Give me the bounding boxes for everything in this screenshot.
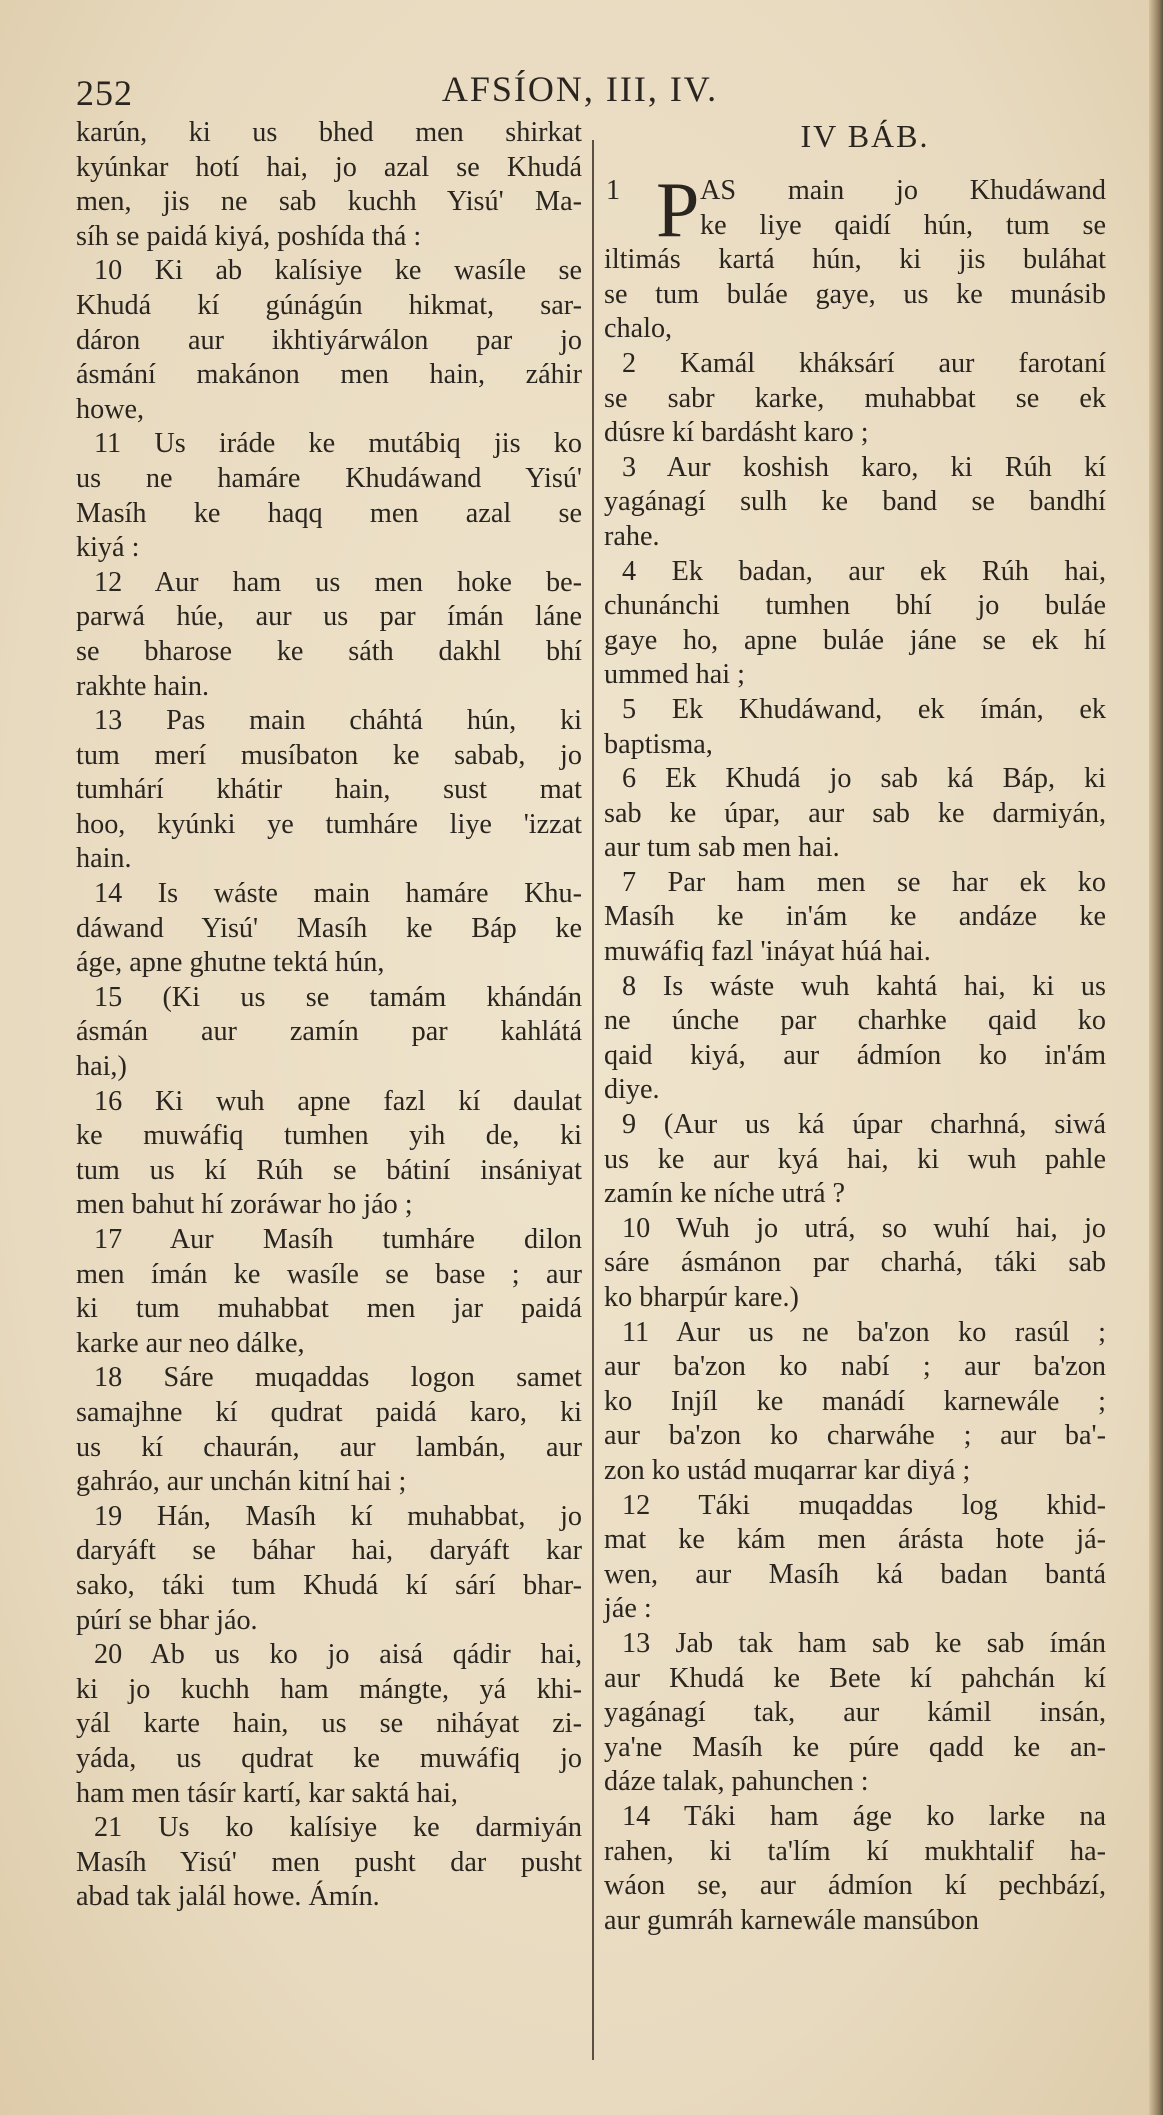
text-line: samajhne kí qudrat paidá karo, ki (76, 1396, 582, 1428)
text-line: ke liye qaidí hún, tum se (700, 209, 1106, 241)
text-line: jáe : (604, 1593, 652, 1625)
text-line: iltimás kartá hún, ki jis buláhat (604, 244, 1106, 276)
text-line: zon ko ustád muqarrar kar diyá ; (604, 1454, 971, 1486)
text-line: ne únche par charhke qaid ko (604, 1005, 1106, 1037)
text-line: dáron aur ikhtiyárwálon par jo (76, 324, 582, 356)
text-line: chunánchi tumhen bhí jo buláe (604, 590, 1106, 622)
text-line: wáon se, aur ádmíon kí pechbází, (604, 1870, 1106, 1902)
text-line: tumhárí khátir hain, sust mat (76, 774, 582, 806)
text-line: gaye ho, apne buláe jáne se ek hí (604, 624, 1106, 656)
right-column (604, 116, 1106, 1938)
text-line: sáre ásmánon par charhá, táki sab (604, 1247, 1106, 1279)
text-line: chalo, (604, 313, 673, 345)
text-line: ki tum muhabbat men jar paidá (76, 1293, 582, 1325)
text-line: 17 Aur Masíh tumháre dilon (94, 1224, 582, 1255)
text-line: 4 Ek badan, aur ek Rúh hai, (622, 555, 1106, 587)
text-line: 5 Ek Khudáwand, ek ímán, ek (622, 693, 1106, 725)
chapter-heading: IV BÁB. (800, 118, 930, 154)
text-line: karún, ki us bhed men shirkat (76, 117, 582, 148)
text-line: men ímán ke wasíle se base ; aur (76, 1258, 582, 1290)
text-line: 6 Ek Khudá jo sab ká Báp, ki (622, 763, 1106, 795)
text-line: 9 (Aur us ká úpar charhná, siwá (622, 1109, 1106, 1141)
text-line: 12 Aur ham us men hoke be- (94, 566, 582, 598)
verse-one-opening (604, 166, 1106, 253)
text-line: 3 Aur koshish karo, ki Rúh kí (622, 451, 1106, 483)
text-line: hoo, kyúnki ye tumháre liye 'izzat (76, 808, 582, 840)
text-line: 8 Is wáste wuh kahtá hai, ki us (622, 970, 1106, 1002)
text-line: 10 Wuh jo utrá, so wuhí hai, jo (622, 1212, 1106, 1244)
text-line: hain. (76, 843, 132, 875)
text-line: zamín ke níche utrá ? (604, 1178, 846, 1210)
text-line: se sabr karke, muhabbat se ek (604, 382, 1106, 414)
text-line: kiyá : (76, 532, 140, 564)
text-line: se bharose ke sáth dakhl bhí (76, 635, 582, 667)
text-line: daryáft se báhar hai, daryáft kar (76, 1535, 582, 1567)
text-line: ke muwáfiq tumhen yih de, ki (76, 1120, 582, 1152)
text-line: 15 (Ki us se tamám khándán (94, 981, 582, 1013)
text-line: Masíh ke in'ám ke andáze ke (604, 901, 1106, 933)
text-line: 13 Pas main cháhtá hún, ki (94, 705, 582, 737)
text-line: Masíh ke haqq men azal se (76, 497, 582, 529)
text-line: ko bharpúr kare.) (604, 1282, 799, 1313)
text-line: ya'ne Masíh ke púre qadd ke an- (604, 1731, 1106, 1763)
text-line: 18 Sáre muqaddas logon samet (94, 1362, 582, 1394)
text-line: 14 Táki ham áge ko larke na (622, 1800, 1106, 1832)
text-line: Khudá kí gúnágún hikmat, sar- (76, 289, 582, 321)
text-line: muwáfiq fazl 'ináyat húá hai. (604, 936, 931, 968)
text-line: parwá húe, aur us par ímán láne (76, 601, 582, 633)
text-line: us kí chaurán, aur lambán, aur (76, 1431, 582, 1463)
text-line: dáwand Yisú' Masíh ke Báp ke (76, 912, 582, 944)
text-line: ko Injíl ke manádí karnewále ; (604, 1385, 1106, 1417)
text-line: 12 Táki muqaddas log khid- (622, 1489, 1106, 1521)
text-line: aur tum sab men hai. (604, 832, 840, 864)
text-line: aur ba'zon ko nabí ; aur ba'zon (604, 1351, 1106, 1383)
text-line: yál karte hain, us se niháyat zi- (76, 1708, 582, 1740)
text-line: 16 Ki wuh apne fazl kí daulat (94, 1085, 582, 1117)
text-line: ummed hai ; (604, 659, 745, 691)
text-line: 7 Par ham men se har ek ko (622, 866, 1106, 898)
text-line: aur ba'zon ko charwáhe ; aur ba'- (604, 1420, 1106, 1452)
text-line: wen, aur Masíh ká badan bantá (604, 1558, 1106, 1590)
text-line: ki jo kuchh ham mángte, yá khi- (76, 1673, 582, 1705)
text-line: 11 Us iráde ke mutábiq jis ko (94, 428, 582, 460)
text-line: sab ke úpar, aur sab ke darmiyán, (604, 797, 1106, 829)
text-line: us ke aur kyá hai, ki wuh pahle (604, 1143, 1106, 1175)
text-line: áge, apne ghutne tektá hún, (76, 947, 385, 979)
text-line: rahe. (604, 520, 660, 552)
text-line: 19 Hán, Masíh kí muhabbat, jo (94, 1500, 582, 1532)
text-line: gahráo, aur unchán kitní hai ; (76, 1466, 407, 1498)
text-line: 20 Ab us ko jo aisá qádir hai, (94, 1639, 582, 1671)
text-line: us ne hamáre Khudáwand Yisú' (76, 462, 582, 494)
page-number: 252 (76, 73, 133, 113)
text-line: men bahut hí zoráwar ho jáo ; (76, 1189, 413, 1221)
text-line: dáze talak, pahunchen : (604, 1766, 869, 1798)
text-line: howe, (76, 393, 145, 425)
text-line: yagánagí sulh ke band se bandhí (604, 486, 1106, 518)
text-line: diye. (604, 1074, 660, 1106)
text-line: 10 Ki ab kalísiye ke wasíle se (94, 255, 582, 287)
text-line: aur Khudá ke Bete kí pahchán kí (604, 1662, 1106, 1694)
running-title: AFSÍON, III, IV. (441, 69, 719, 109)
text-line: mat ke kám men árásta hote já- (604, 1524, 1106, 1556)
text-line: AS main jo Khudáwand (700, 175, 1106, 206)
text-line: rakhte hain. (76, 670, 210, 702)
page-header (0, 66, 1150, 116)
page-edge (1149, 0, 1163, 2115)
text-line: yagánagí tak, aur kámil insán, (604, 1697, 1106, 1729)
text-line: baptisma, (604, 728, 713, 760)
text-line: ásmán aur zamín par kahlátá (76, 1016, 582, 1048)
text-line: yáda, us qudrat ke muwáfiq jo (76, 1742, 582, 1774)
text-line: karke aur neo dálke, (76, 1327, 305, 1359)
text-line: 13 Jab tak ham sab ke sab ímán (622, 1627, 1106, 1659)
text-line: men, jis ne sab kuchh Yisú' Ma- (76, 186, 582, 218)
text-line: tum us kí Rúh se bátiní insániyat (76, 1154, 582, 1186)
text-line: abad tak jalál howe. Ámín. (76, 1881, 380, 1913)
drop-cap: P (656, 166, 700, 253)
text-line: 2 Kamál kháksárí aur farotaní (622, 347, 1106, 379)
text-line: hai,) (76, 1051, 127, 1083)
text-line: aur gumráh karnewále mansúbon (604, 1904, 979, 1936)
text-line: ham men tásír kartí, kar saktá hai, (76, 1777, 458, 1809)
text-line: púrí se bhar jáo. (76, 1604, 258, 1636)
text-line: ásmání makánon men hain, záhir (76, 359, 582, 391)
verse-one-number: 1 (606, 175, 621, 206)
text-line: dúsre kí bardásht karo ; (604, 417, 869, 449)
text-line: 11 Aur us ne ba'zon ko rasúl ; (622, 1316, 1106, 1348)
text-line: Masíh Yisú' men pusht dar pusht (76, 1846, 582, 1878)
text-line: 21 Us ko kalísiye ke darmiyán (94, 1812, 582, 1844)
text-line: 14 Is wáste main hamáre Khu- (94, 878, 582, 910)
text-line: rahen, ki ta'lím kí mukhtalif ha- (604, 1835, 1106, 1867)
text-line: se tum buláe gaye, us ke munásib (604, 278, 1106, 310)
text-line: síh se paidá kiyá, poshída thá : (76, 220, 422, 252)
text-line: tum merí musíbaton ke sabab, jo (76, 739, 582, 771)
text-line: qaid kiyá, aur ádmíon ko in'ám (604, 1039, 1106, 1071)
column-divider (592, 140, 594, 2060)
left-column (76, 116, 582, 1915)
text-line: kyúnkar hotí hai, jo azal se Khudá (76, 151, 582, 183)
text-line: sako, táki tum Khudá kí sárí bhar- (76, 1569, 582, 1601)
